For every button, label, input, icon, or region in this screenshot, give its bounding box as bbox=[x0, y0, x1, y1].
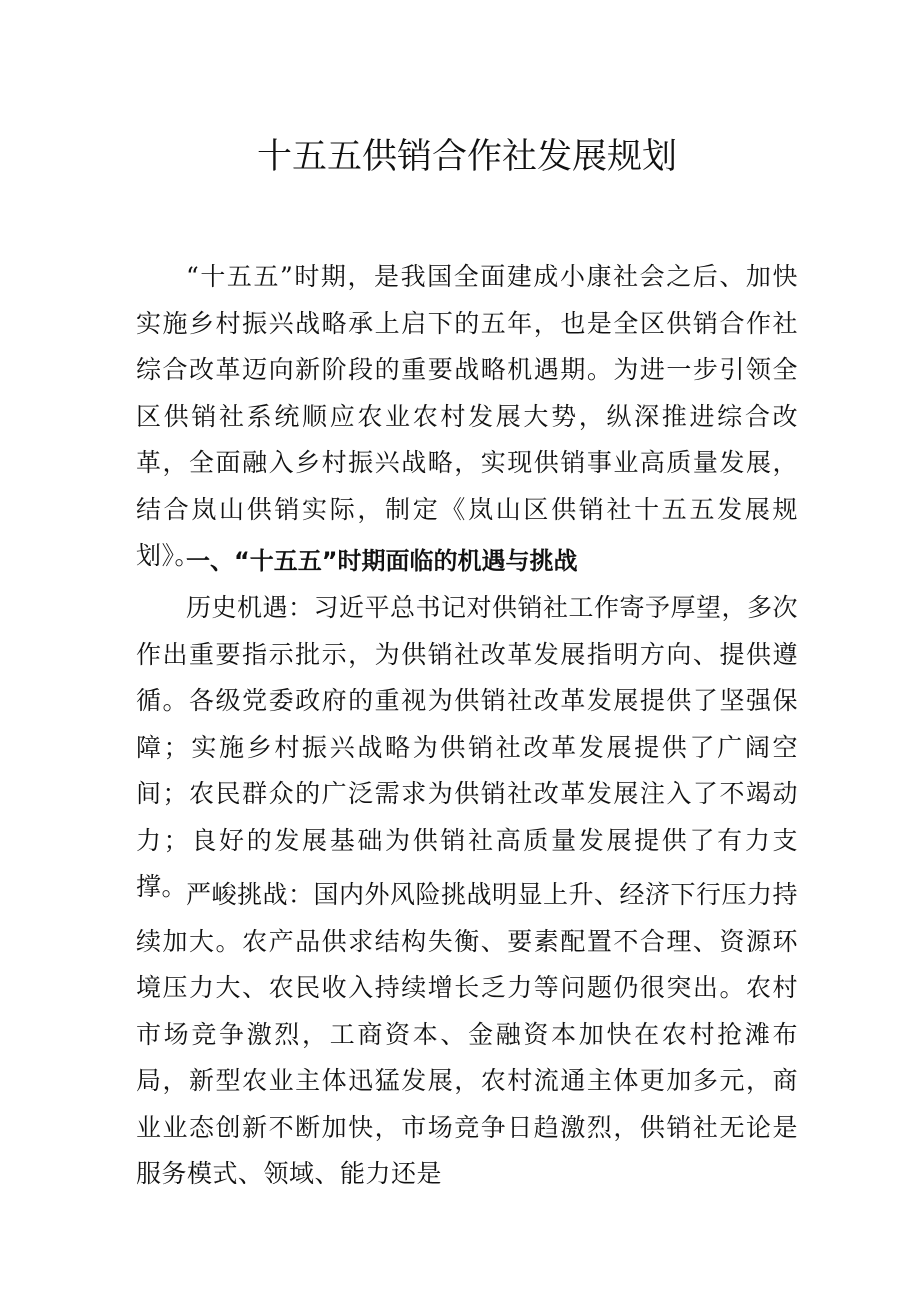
section-heading-1: 一、“十五五”时期面临的机遇与挑战 bbox=[186, 547, 578, 575]
document-title: 十五五供销合作社发展规划 bbox=[256, 137, 677, 177]
challenges-paragraph: 严峻挑战：国内外风险挑战明显上升、经济下行压力持续加大。农产品供求结构失衡、要素配置不合理、资源环境压力大、农民收入持续增长乏力等问题仍很突出。农村市场竞争激烈，工商资本、金融资本加快在农村抢滩布局，新型农业主体迅猛发展，农村流通主体更加多元，商业业态创新不断加快，市场竞争日趋激烈，供销社无论是服务模式、领域、能力还是 bbox=[136, 880, 799, 1188]
intro-paragraph: “十五五”时期，是我国全面建成小康社会之后、加快实施乡村振兴战略承上启下的五年，也是全区供销合作社综合改革迈向新阶段的重要战略机遇期。为进一步引领全区供销社系统顺应农业农村发展大势，纵深推进综合改革，全面融入乡村振兴战略，实现供销事业高质量发展，结合岚山供销实际，制定《岚山区供销社十五五发展规划》。 bbox=[136, 262, 798, 570]
opportunities-paragraph: 历史机遇：习近平总书记对供销社工作寄予厚望，多次作出重要指示批示，为供销社改革发展指明方向、提供遵循。各级党委政府的重视为供销社改革发展提供了坚强保障；实施乡村振兴战略为供销社改革发展提供了广阔空间；农民群众的广泛需求为供销社改革发展注入了不竭动力；良好的发展基础为供销社高质量发展提供了有力支撑。 bbox=[136, 593, 799, 901]
